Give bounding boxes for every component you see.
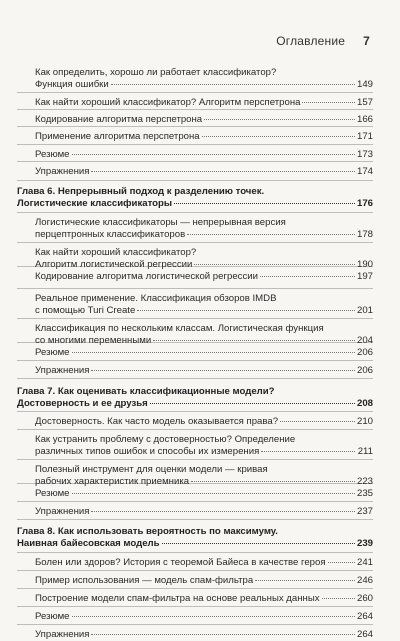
section-entry[interactable] [35,464,373,488]
dot-leader [191,481,355,482]
entry-page-number: 178 [356,229,373,240]
section-entry[interactable] [35,347,373,359]
entry-title: Применение алгоритма перспетрона [35,131,200,142]
section-entry[interactable] [35,217,373,241]
page-number: 7 [363,34,370,48]
entry-title: Достоверность. Как часто модель оказывается права? [35,416,279,427]
toc-divider [17,501,373,502]
chapter-entry[interactable] [17,526,373,550]
dot-leader [302,102,355,103]
toc-divider [17,92,373,93]
toc-divider [17,378,373,379]
section-entry[interactable] [35,488,373,500]
section-entry[interactable] [35,149,373,161]
entry-title-first-line: Глава 7. Как оценивать классификационные модели? [17,386,275,397]
dot-leader [72,493,355,494]
section-entry[interactable] [35,293,373,317]
entry-page-number: 206 [356,365,373,376]
entry-title: Резюме [35,488,70,499]
section-entry[interactable] [35,611,373,623]
toc-divider [17,212,373,213]
section-entry[interactable] [35,506,373,518]
section-entry[interactable] [35,131,373,143]
section-entry[interactable] [35,271,373,283]
entry-page-number: 235 [356,488,373,499]
dot-leader [72,616,355,617]
entry-title: Кодирование алгоритма логистической регрессии [35,271,258,282]
entry-page-number: 211 [357,446,373,457]
entry-title-first-line: Глава 6. Непрерывный подход к разделению точек. [17,186,265,197]
dot-leader [91,511,355,512]
entry-page-number: 264 [356,629,373,640]
entry-title: Резюме [35,611,70,622]
dot-leader [137,310,355,311]
toc-divider [17,624,373,625]
section-title: Оглавление [276,34,346,48]
chapter-entry[interactable] [17,386,373,410]
toc-divider [17,109,373,110]
entry-page-number: 201 [356,305,373,316]
dot-leader [174,203,355,204]
section-entry[interactable] [35,434,373,458]
entry-title: Упражнения [35,365,90,376]
dot-leader [204,119,355,120]
entry-title: Упражнения [35,166,90,177]
toc-divider [17,180,373,181]
entry-title-first-line: Как устранить проблему с достоверностью? Определение [35,434,296,445]
entry-page-number: 173 [356,149,373,160]
section-entry[interactable] [35,575,373,587]
section-entry[interactable] [35,97,373,109]
entry-title-first-line: Полезный инструмент для оценки модели — кривая [35,464,268,475]
entry-page-number: 208 [356,398,373,409]
toc-divider [17,144,373,145]
entry-title: перцептронных классификаторов [35,229,186,240]
chapter-entry[interactable] [17,186,373,210]
toc-divider [17,411,373,412]
entry-title-first-line: Реальное применение. Классификация обзоров IMDB [35,293,277,304]
entry-title: Кодирование алгоритма перспетрона [35,114,203,125]
section-entry[interactable] [35,67,373,91]
dot-leader [91,370,355,371]
entry-page-number: 157 [356,97,373,108]
entry-title: Упражнения [35,506,90,517]
dot-leader [202,136,355,137]
entry-page-number: 206 [356,347,373,358]
section-entry[interactable] [35,557,373,569]
entry-title-first-line: Как найти хороший классификатор? [35,247,197,258]
entry-page-number: 223 [356,476,373,487]
entry-title: Резюме [35,149,70,160]
entry-page-number: 190 [356,259,373,270]
entry-title: с помощью Turi Create [35,305,136,316]
entry-title: Болен или здоров? История с теоремой Байеса в качестве героя [35,557,326,568]
section-entry[interactable] [35,416,373,428]
entry-page-number: 260 [356,593,373,604]
dot-leader [260,276,355,277]
running-header [276,34,370,48]
entry-page-number: 171 [356,131,373,142]
entry-page-number: 174 [356,166,373,177]
toc-divider [17,570,373,571]
dot-leader [72,154,355,155]
toc-divider [17,519,373,520]
dot-leader [150,403,355,404]
entry-title: Наивная байесовская модель [17,538,160,549]
entry-title: Упражнения [35,629,90,640]
entry-title: рабочих характеристик приемника [35,476,190,487]
dot-leader [322,598,355,599]
entry-page-number: 241 [356,557,373,568]
dot-leader [187,234,355,235]
entry-page-number: 239 [356,538,373,549]
entry-title-first-line: Как определить, хорошо ли работает классификатор? [35,67,277,78]
section-entry[interactable] [35,629,373,641]
entry-title: различных типов ошибок и способы их измерения [35,446,260,457]
entry-page-number: 246 [356,575,373,586]
section-entry[interactable] [35,323,373,347]
entry-title: Алгоритм логистической регрессии [35,259,193,270]
entry-title: Достоверность и ее друзья [17,398,148,409]
entry-title: Резюме [35,347,70,358]
entry-page-number: 166 [356,114,373,125]
dot-leader [91,634,355,635]
entry-title: Как найти хороший классификатор? Алгоритм перспетрона [35,97,301,108]
section-entry[interactable] [35,166,373,178]
entry-page-number: 204 [356,335,373,346]
entry-title-first-line: Классификация по нескольким классам. Логистическая функция [35,323,324,334]
toc-divider [17,360,373,361]
entry-title: Логистические классификаторы [17,198,173,209]
dot-leader [194,264,355,265]
entry-page-number: 264 [356,611,373,622]
dot-leader [91,171,355,172]
dot-leader [153,340,355,341]
toc-divider [17,429,373,430]
section-entry[interactable] [35,247,373,271]
toc-divider [17,459,373,460]
toc-divider [17,126,373,127]
entry-page-number: 197 [356,271,373,282]
toc-divider [17,606,373,607]
toc-divider [17,288,373,289]
entry-title: со многими переменными [35,335,152,346]
entry-title: Функция ошибки [35,79,109,90]
dot-leader [255,580,355,581]
entry-title: Пример использования — модель спам-фильтра [35,575,254,586]
entry-page-number: 149 [356,79,373,90]
dot-leader [328,562,355,563]
entry-page-number: 210 [356,416,373,427]
section-entry[interactable] [35,593,373,605]
toc-divider [17,161,373,162]
dot-leader [72,352,355,353]
dot-leader [162,543,355,544]
section-entry[interactable] [35,114,373,126]
dot-leader [111,84,355,85]
section-entry[interactable] [35,365,373,377]
entry-title: Построение модели спам-фильтра на основе реальных данных [35,593,320,604]
toc-divider [17,552,373,553]
entry-page-number: 237 [356,506,373,517]
dot-leader [261,451,355,452]
toc-divider [17,242,373,243]
entry-title-first-line: Логистические классификаторы — непрерывная версия [35,217,286,228]
toc-divider [17,588,373,589]
toc-divider [17,318,373,319]
dot-leader [280,421,355,422]
entry-title-first-line: Глава 8. Как использовать вероятность по максимуму. [17,526,278,537]
entry-page-number: 176 [356,198,373,209]
